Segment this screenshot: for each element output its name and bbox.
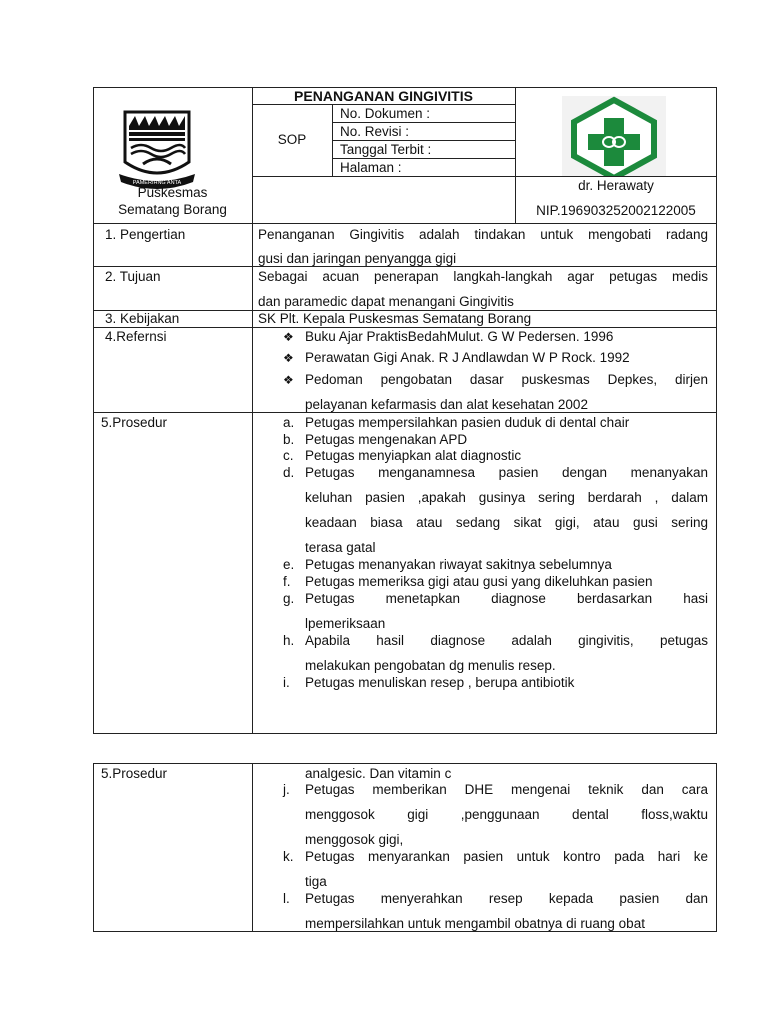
section-label-kebijakan: 3. Kebijakan bbox=[105, 311, 180, 326]
step-text: Petugas mempersilahkan pasien duduk di dental chair bbox=[305, 415, 630, 430]
puskesmas-logo bbox=[562, 96, 666, 176]
step-text: keluhan pasien ,apakah gusinya sering berdarah , dalam bbox=[305, 490, 708, 505]
section-label-referensi: 4.Refernsi bbox=[105, 329, 167, 344]
reference-item: pelayanan kefarmasis dan alat kesehatan 2002 bbox=[305, 397, 588, 412]
reference-item: Perawatan Gigi Anak. R J Andlawdan W P Rock. 1992 bbox=[305, 350, 630, 365]
regency-crest-logo bbox=[117, 104, 197, 190]
step-marker: c. bbox=[283, 448, 294, 463]
step-marker: k. bbox=[283, 849, 294, 864]
section-label-prosedur-continued: 5.Prosedur bbox=[101, 766, 168, 781]
kebijakan-text: SK Plt. Kepala Puskesmas Sematang Borang bbox=[258, 311, 532, 326]
bullet-diamond-icon: ❖ bbox=[283, 373, 294, 387]
step-marker: g. bbox=[283, 591, 295, 606]
step-text: Petugas menyarankan pasien untuk kontro pada hari ke bbox=[305, 849, 708, 864]
step-text: lpemeriksaan bbox=[305, 616, 386, 631]
step-text: Petugas memberikan DHE mengenai teknik dan cara bbox=[305, 782, 708, 797]
step-text: Petugas menuliskan resep , berupa antibiotik bbox=[305, 675, 575, 690]
issue-date-field: Tanggal Terbit : bbox=[340, 142, 432, 157]
org-name-line1: Puskesmas bbox=[137, 185, 208, 200]
step-text: Petugas mengenakan APD bbox=[305, 432, 468, 447]
step-text: Petugas menyiapkan alat diagnostic bbox=[305, 448, 522, 463]
section-label-tujuan: 2. Tujuan bbox=[105, 269, 161, 284]
step-text: menggosok gigi ,penggunaan dental floss,waktu bbox=[305, 807, 708, 822]
bullet-diamond-icon: ❖ bbox=[283, 330, 294, 344]
crest-ribbon-text: PAMERIHNG ANTA bbox=[132, 180, 182, 186]
tujuan-line: dan paramedic dapat menangani Gingivitis bbox=[258, 294, 514, 309]
step-text: Petugas menanyakan riwayat sakitnya sebelumnya bbox=[305, 557, 612, 572]
step-text: Apabila hasil diagnose adalah gingivitis, petugas bbox=[305, 633, 708, 648]
bullet-diamond-icon: ❖ bbox=[283, 351, 294, 365]
reference-item: Buku Ajar PraktisBedahMulut. G W Pedersen. 1996 bbox=[305, 329, 614, 344]
step-text: terasa gatal bbox=[305, 540, 376, 555]
step-marker: l. bbox=[283, 891, 290, 906]
step-marker: i. bbox=[283, 675, 290, 690]
step-marker: a. bbox=[283, 415, 295, 430]
step-text: melakukan pengobatan dg menulis resep. bbox=[305, 658, 556, 673]
step-text: Petugas memeriksa gigi atau gusi yang dikeluhkan pasien bbox=[305, 574, 653, 589]
step-marker: b. bbox=[283, 432, 295, 447]
step-continuation-text: analgesic. Dan vitamin c bbox=[305, 766, 452, 781]
signer-nip: NIP.196903252002122005 bbox=[536, 203, 696, 218]
section-label-prosedur: 5.Prosedur bbox=[101, 415, 168, 430]
revision-field: No. Revisi : bbox=[340, 124, 410, 139]
step-marker: e. bbox=[283, 557, 295, 572]
pengertian-line: gusi dan jaringan penyangga gigi bbox=[258, 251, 457, 266]
section-label-pengertian: 1. Pengertian bbox=[105, 227, 186, 242]
step-marker: d. bbox=[283, 465, 295, 480]
org-name-line2: Sematang Borang bbox=[118, 202, 227, 217]
step-marker: j. bbox=[283, 782, 290, 797]
step-text: Petugas menetapkan diagnose berdasarkan hasi bbox=[305, 591, 708, 606]
signer-name: dr. Herawaty bbox=[578, 178, 654, 193]
step-marker: f. bbox=[283, 574, 291, 589]
step-text: Petugas menganamnesa pasien dengan menanyakan bbox=[305, 465, 708, 480]
step-text: keadaan biasa atau sedang sikat gigi, atau gusi sering bbox=[305, 515, 708, 530]
page-field: Halaman : bbox=[340, 160, 402, 175]
document-title: PENANGANAN GINGIVITIS bbox=[294, 88, 473, 104]
step-text: mempersilahkan untuk mengambil obatnya di ruang obat bbox=[305, 916, 645, 931]
reference-item: Pedoman pengobatan dasar puskesmas Depkes, dirjen bbox=[305, 372, 708, 387]
tujuan-line: Sebagai acuan penerapan langkah-langkah agar petugas medis bbox=[258, 269, 708, 284]
step-text: Petugas menyerahkan resep kepada pasien dan bbox=[305, 891, 708, 906]
step-marker: h. bbox=[283, 633, 295, 648]
step-text: tiga bbox=[305, 874, 327, 889]
doc-number-field: No. Dokumen : bbox=[340, 106, 431, 121]
pengertian-line: Penanganan Gingivitis adalah tindakan untuk mengobati radang bbox=[258, 227, 708, 242]
sop-label: SOP bbox=[277, 132, 307, 147]
step-text: menggosok gigi, bbox=[305, 832, 404, 847]
